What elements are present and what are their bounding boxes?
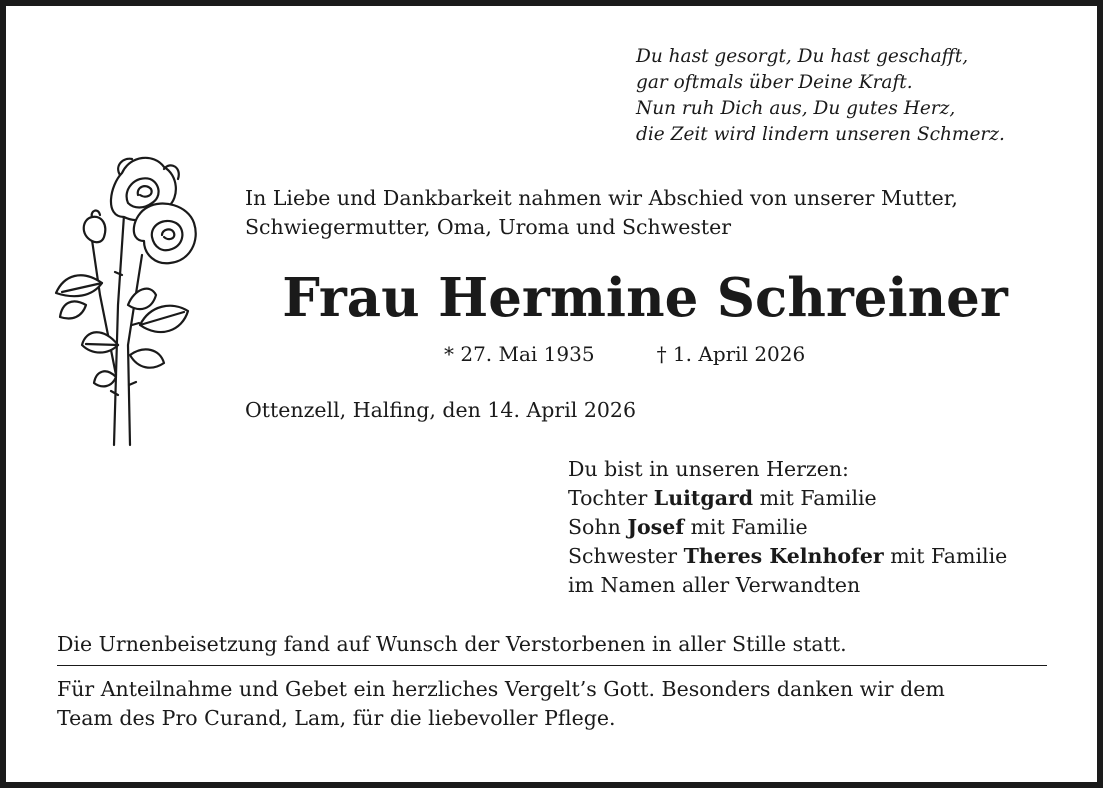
thanks-text — [57, 675, 1057, 733]
life-dates — [444, 340, 805, 368]
mourner-entry — [568, 542, 1007, 571]
rose-icon — [52, 145, 202, 470]
mourners-closing: im Namen aller Verwandten — [568, 573, 861, 597]
poem-line: die Zeit wird lindern unseren Schmerz. — [636, 124, 1005, 145]
burial-note: Die Urnenbeisetzung fand auf Wunsch der Verstorbenen in aller Stille statt. — [57, 632, 847, 656]
mourner-name: Josef — [627, 515, 685, 539]
thanks-line: Für Anteilnahme und Gebet ein herzliches Vergelt’s Gott. Besonders danken wir dem — [57, 677, 945, 701]
mourner-entry — [568, 513, 1007, 542]
thanks-line: Team des Pro Curand, Lam, für die liebevoller Pflege. — [57, 706, 616, 730]
intro-text — [245, 184, 958, 242]
place-date: Ottenzell, Halfing, den 14. April 2026 — [245, 398, 637, 422]
relation: Tochter — [568, 486, 654, 510]
death-date: † 1. April 2026 — [656, 342, 806, 366]
mourner-suffix: mit Familie — [753, 486, 877, 510]
relation: Sohn — [568, 515, 628, 539]
intro-line: In Liebe und Dankbarkeit nahmen wir Abschied von unserer Mutter, — [245, 186, 958, 210]
mourner-name: Theres Kelnhofer — [683, 544, 884, 568]
intro-line: Schwiegermutter, Oma, Uroma und Schwester — [245, 215, 732, 239]
mourner-suffix: mit Familie — [684, 515, 808, 539]
poem-line: Nun ruh Dich aus, Du gutes Herz, — [636, 98, 956, 119]
mourners-list — [568, 455, 1007, 600]
relation: Schwester — [568, 544, 684, 568]
mourner-suffix: mit Familie — [883, 544, 1008, 568]
poem-line: gar oftmals über Deine Kraft. — [636, 72, 913, 93]
poem — [636, 44, 1005, 148]
poem-line: Du hast gesorgt, Du hast geschafft, — [636, 46, 969, 67]
birth-date: * 27. Mai 1935 — [444, 342, 595, 366]
deceased-name: Frau Hermine Schreiner — [282, 267, 1008, 329]
divider — [57, 665, 1047, 666]
mourner-entry — [568, 484, 1007, 513]
mourners-heading: Du bist in unseren Herzen: — [568, 457, 849, 481]
mourner-name: Luitgard — [653, 486, 754, 510]
